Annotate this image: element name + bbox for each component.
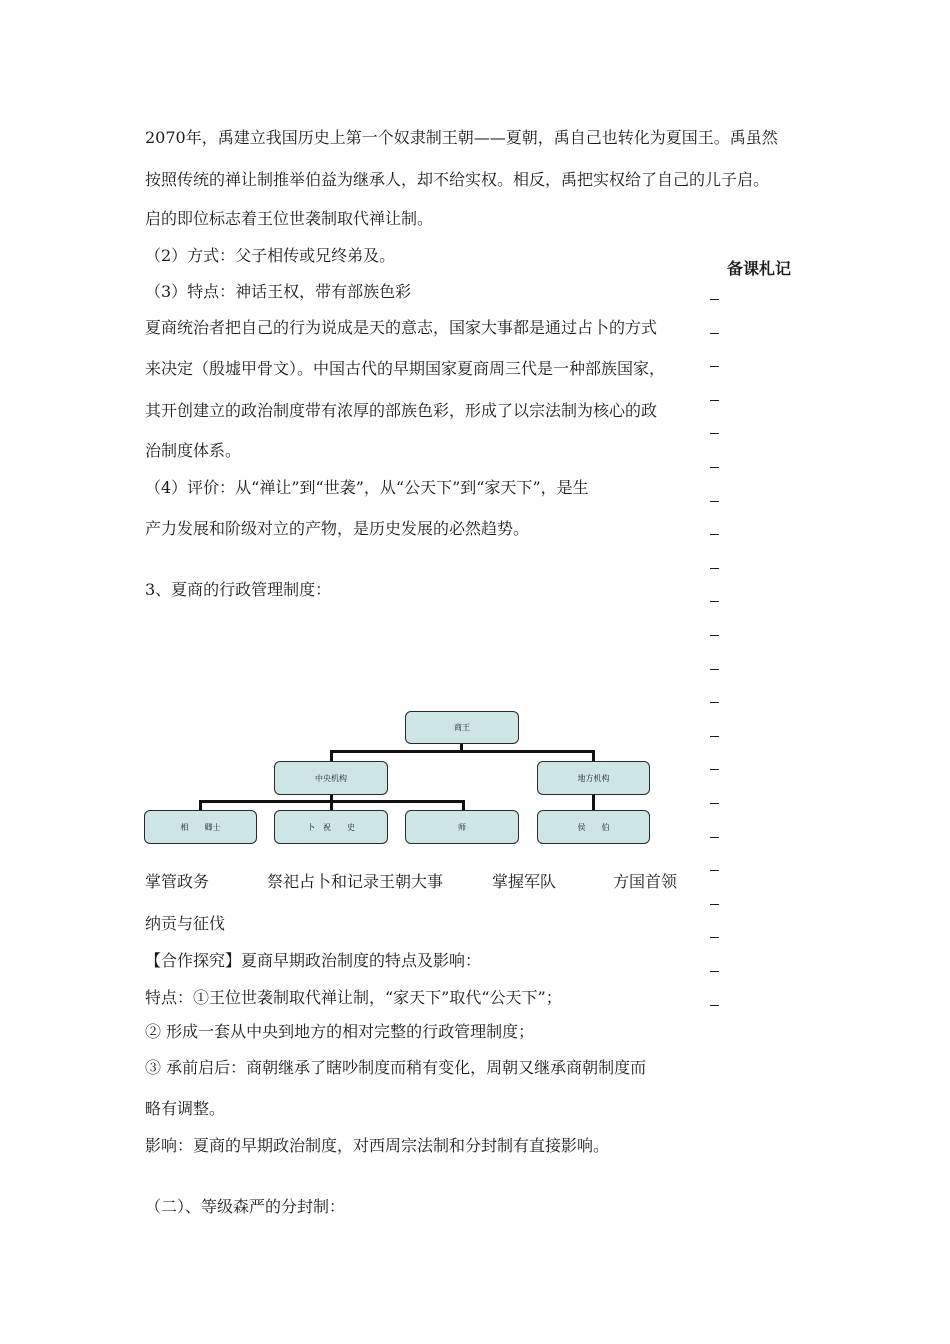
text-line-19: 影响：夏商的早期政治制度，对西周宗法制和分封制有直接影响。 bbox=[145, 1136, 610, 1155]
note-line bbox=[710, 467, 719, 468]
org-box-military: 师 bbox=[405, 810, 519, 844]
text-line-6: 夏商统治者把自己的行为说成是天的意志，国家大事都是通过占卜的方式 bbox=[145, 318, 658, 337]
note-line bbox=[710, 501, 719, 502]
note-line bbox=[710, 736, 719, 737]
text-line-14: 【合作探究】夏商早期政治制度的特点及影响： bbox=[145, 951, 482, 970]
org-box-diviner: 卜 祝 史 bbox=[274, 810, 388, 844]
section-heading-3: 3、夏商的行政管理制度： bbox=[145, 580, 332, 599]
note-line bbox=[710, 299, 719, 300]
note-line bbox=[710, 702, 719, 703]
org-box-minister: 相 卿士 bbox=[144, 810, 257, 844]
org-box-king: 商王 bbox=[405, 711, 519, 744]
text-line-2: 按照传统的禅让制推举伯益为继承人，却不给实权。相反，禹把实权给了自己的儿子启。 bbox=[145, 170, 770, 189]
note-line bbox=[710, 568, 719, 569]
text-line-17: ③ 承前启后：商朝继承了瞎吵制度而稍有变化，周朝又继承商朝制度而 bbox=[145, 1058, 647, 1077]
org-box-lords: 侯 伯 bbox=[537, 810, 650, 844]
note-line bbox=[710, 870, 719, 871]
connector-local-down bbox=[592, 794, 595, 811]
note-line bbox=[710, 1005, 719, 1006]
text-line-3: 启的即位标志着王位世袭制取代禅让制。 bbox=[145, 209, 434, 228]
note-line bbox=[710, 534, 719, 535]
note-line bbox=[710, 904, 719, 905]
note-line bbox=[710, 333, 719, 334]
text-line-10: （4）评价：从“禅让”到“世袭”，从“公天下”到“家天下”，是生 bbox=[145, 478, 589, 497]
org-box-central: 中央机构 bbox=[274, 761, 388, 795]
text-line-7: 来决定（殷墟甲骨文）。中国古代的早期国家夏商周三代是一种部族国家， bbox=[145, 359, 666, 378]
connector-level1-bar bbox=[330, 750, 595, 753]
text-line-5: （3）特点：神话王权，带有部族色彩 bbox=[145, 282, 412, 301]
text-line-18: 略有调整。 bbox=[145, 1099, 226, 1118]
text-line-15: 特点：①王位世袭制取代禅让制，“家天下”取代“公天下”； bbox=[145, 988, 562, 1007]
text-line-11: 产力发展和阶级对立的产物，是历史发展的必然趋势。 bbox=[145, 519, 530, 538]
note-line bbox=[710, 837, 719, 838]
text-line-9: 治制度体系。 bbox=[145, 441, 242, 460]
note-line bbox=[710, 803, 719, 804]
duty-lords: 方国首领 bbox=[613, 872, 678, 891]
text-line-8: 其开创建立的政治制度带有浓厚的部族色彩，形成了以宗法制为核心的政 bbox=[145, 401, 658, 420]
duty-diviner: 祭祀占卜和记录王朝大事 bbox=[267, 872, 444, 891]
note-line bbox=[710, 601, 719, 602]
duty-military: 掌握军队 bbox=[492, 872, 557, 891]
text-line-4: （2）方式：父子相传或兄终弟及。 bbox=[145, 246, 396, 265]
note-line bbox=[710, 433, 719, 434]
text-line-1: 2070年，禹建立我国历史上第一个奴隶制王朝——夏朝，禹自己也转化为夏国王。禹虽然 bbox=[145, 128, 778, 147]
note-line bbox=[710, 669, 719, 670]
note-line bbox=[710, 400, 719, 401]
duty-minister: 掌管政务 bbox=[145, 872, 210, 891]
note-line bbox=[710, 971, 719, 972]
org-box-local: 地方机构 bbox=[537, 761, 650, 795]
text-line-13: 纳贡与征伐 bbox=[145, 914, 226, 933]
section-heading-2: （二）、等级森严的分封制： bbox=[145, 1197, 346, 1216]
note-line bbox=[710, 635, 719, 636]
sidebar-title: 备课札记 bbox=[727, 259, 792, 278]
text-line-16: ② 形成一套从中央到地方的相对完整的行政管理制度； bbox=[145, 1022, 535, 1041]
note-line bbox=[710, 366, 719, 367]
note-line bbox=[710, 937, 719, 938]
note-line bbox=[710, 769, 719, 770]
